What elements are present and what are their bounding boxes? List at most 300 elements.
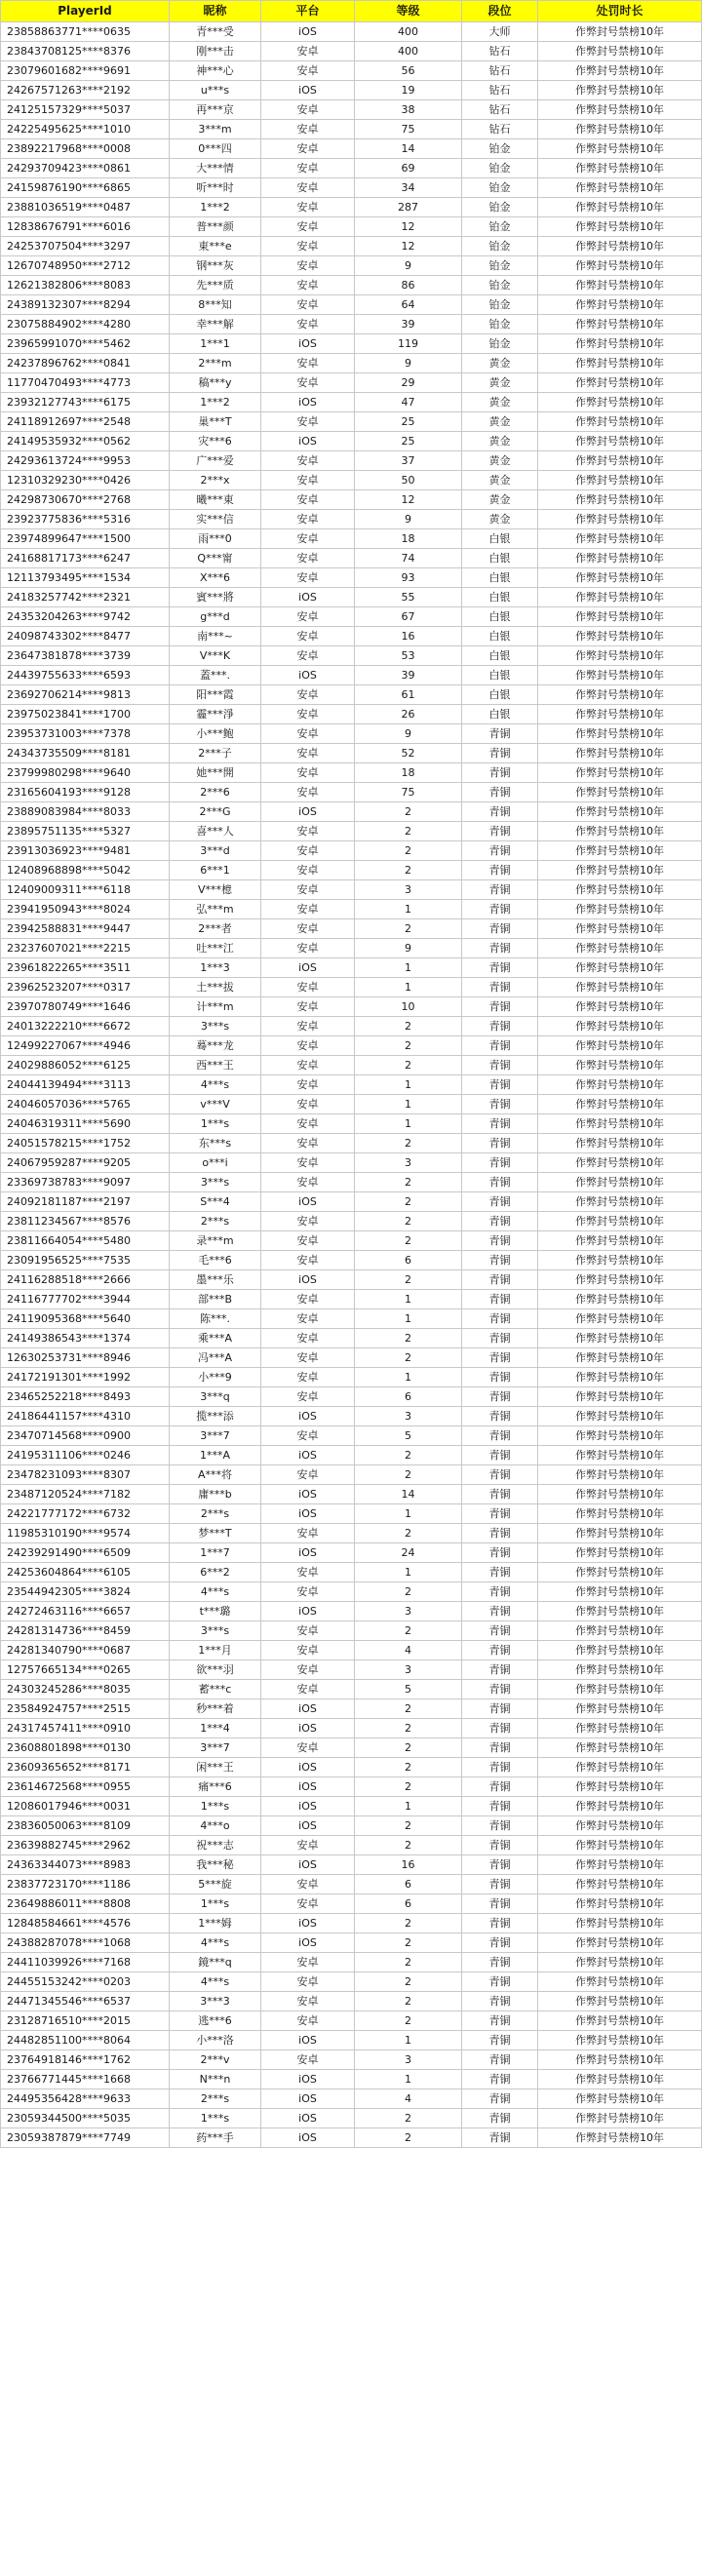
nickname-cell: 1***2 [170, 393, 261, 412]
platform-cell: 安卓 [261, 919, 355, 939]
penalty-cell: 作弊封号禁榜10年 [538, 1543, 702, 1563]
level-cell: 1 [355, 2070, 462, 2089]
rank-cell: 青铜 [462, 1231, 538, 1251]
level-cell: 16 [355, 1855, 462, 1875]
level-cell: 2 [355, 2128, 462, 2148]
player-id-cell: 23975023841****1700 [1, 705, 170, 724]
platform-cell: 安卓 [261, 1368, 355, 1387]
rank-cell: 青铜 [462, 724, 538, 744]
penalty-cell: 作弊封号禁榜10年 [538, 1017, 702, 1036]
nickname-cell: 乘***A [170, 1329, 261, 1348]
platform-cell: 安卓 [261, 685, 355, 705]
rank-cell: 铂金 [462, 217, 538, 237]
nickname-cell: 毛***6 [170, 1251, 261, 1270]
player-id-cell: 23165604193****9128 [1, 783, 170, 802]
nickname-cell: 4***s [170, 1075, 261, 1095]
penalty-cell: 作弊封号禁榜10年 [538, 744, 702, 763]
platform-cell: iOS [261, 1485, 355, 1504]
penalty-cell: 作弊封号禁榜10年 [538, 705, 702, 724]
level-cell: 39 [355, 666, 462, 685]
penalty-cell: 作弊封号禁榜10年 [538, 100, 702, 120]
platform-cell: 安卓 [261, 1953, 355, 1972]
table-row [1, 354, 702, 373]
table-row [1, 334, 702, 354]
col-header-nickname: 昵称 [170, 1, 261, 22]
nickname-cell: 小***鲍 [170, 724, 261, 744]
platform-cell: iOS [261, 1602, 355, 1621]
player-id-cell: 24116777702****3944 [1, 1290, 170, 1309]
level-cell: 12 [355, 490, 462, 510]
platform-cell: 安卓 [261, 120, 355, 139]
rank-cell: 青铜 [462, 1251, 538, 1270]
table-row [1, 1368, 702, 1387]
player-id-cell: 23369738783****9097 [1, 1173, 170, 1192]
nickname-cell: g***d [170, 607, 261, 627]
rank-cell: 青铜 [462, 939, 538, 958]
platform-cell: 安卓 [261, 841, 355, 861]
platform-cell: iOS [261, 1446, 355, 1465]
rank-cell: 白银 [462, 568, 538, 588]
rank-cell: 钻石 [462, 120, 538, 139]
level-cell: 2 [355, 1465, 462, 1485]
rank-cell: 青铜 [462, 861, 538, 880]
nickname-cell: 刚***击 [170, 42, 261, 61]
player-id-cell: 23478231093****8307 [1, 1465, 170, 1485]
rank-cell: 青铜 [462, 822, 538, 841]
level-cell: 52 [355, 744, 462, 763]
level-cell: 2 [355, 1836, 462, 1855]
player-id-cell: 23961822265****3511 [1, 958, 170, 978]
penalty-cell: 作弊封号禁榜10年 [538, 61, 702, 81]
table-row [1, 1699, 702, 1719]
table-row [1, 568, 702, 588]
platform-cell: 安卓 [261, 646, 355, 666]
level-cell: 29 [355, 373, 462, 393]
player-id-cell: 23923775836****5316 [1, 510, 170, 529]
rank-cell: 钻石 [462, 42, 538, 61]
platform-cell: 安卓 [261, 1348, 355, 1368]
penalty-cell: 作弊封号禁榜10年 [538, 1465, 702, 1485]
table-row [1, 42, 702, 61]
table-row [1, 1524, 702, 1543]
nickname-cell: 广***爱 [170, 451, 261, 471]
level-cell: 12 [355, 237, 462, 256]
platform-cell: 安卓 [261, 1621, 355, 1641]
platform-cell: iOS [261, 1543, 355, 1563]
player-id-cell: 23974899647****1500 [1, 529, 170, 549]
penalty-cell: 作弊封号禁榜10年 [538, 685, 702, 705]
platform-cell: 安卓 [261, 1582, 355, 1602]
rank-cell: 青铜 [462, 1446, 538, 1465]
platform-cell: iOS [261, 1758, 355, 1777]
player-id-cell: 23799980298****9640 [1, 763, 170, 783]
level-cell: 6 [355, 1387, 462, 1407]
penalty-cell: 作弊封号禁榜10年 [538, 2031, 702, 2050]
nickname-cell: 2***m [170, 354, 261, 373]
penalty-cell: 作弊封号禁榜10年 [538, 1095, 702, 1114]
penalty-cell: 作弊封号禁榜10年 [538, 1582, 702, 1602]
nickname-cell: 稿***y [170, 373, 261, 393]
player-id-cell: 12310329230****0426 [1, 471, 170, 490]
platform-cell: 安卓 [261, 529, 355, 549]
platform-cell: 安卓 [261, 1251, 355, 1270]
nickname-cell: 墨***乐 [170, 1270, 261, 1290]
table-row [1, 627, 702, 646]
rank-cell: 白银 [462, 627, 538, 646]
rank-cell: 黄金 [462, 471, 538, 490]
level-cell: 3 [355, 1407, 462, 1426]
rank-cell: 白银 [462, 685, 538, 705]
nickname-cell: 3***s [170, 1017, 261, 1036]
level-cell: 1 [355, 958, 462, 978]
level-cell: 2 [355, 1524, 462, 1543]
nickname-cell: 蓄***c [170, 1680, 261, 1699]
penalty-cell: 作弊封号禁榜10年 [538, 451, 702, 471]
level-cell: 9 [355, 256, 462, 276]
level-cell: 2 [355, 1173, 462, 1192]
nickname-cell: 0***四 [170, 139, 261, 159]
player-id-cell: 24149386543****1374 [1, 1329, 170, 1348]
penalty-cell: 作弊封号禁榜10年 [538, 1134, 702, 1153]
table-row [1, 1134, 702, 1153]
table-row [1, 81, 702, 100]
player-id-cell: 23059344500****5035 [1, 2109, 170, 2128]
nickname-cell: 神***心 [170, 61, 261, 81]
player-id-cell: 24221777172****6732 [1, 1504, 170, 1524]
level-cell: 14 [355, 139, 462, 159]
rank-cell: 黄金 [462, 432, 538, 451]
penalty-cell: 作弊封号禁榜10年 [538, 510, 702, 529]
rank-cell: 青铜 [462, 1992, 538, 2011]
nickname-cell: 痛***6 [170, 1777, 261, 1797]
nickname-cell: V***檍 [170, 880, 261, 900]
table-row [1, 880, 702, 900]
nickname-cell: 1***4 [170, 1719, 261, 1738]
penalty-cell: 作弊封号禁榜10年 [538, 1075, 702, 1095]
rank-cell: 白银 [462, 705, 538, 724]
nickname-cell: 1***3 [170, 958, 261, 978]
rank-cell: 青铜 [462, 2050, 538, 2070]
nickname-cell: 6***2 [170, 1563, 261, 1582]
platform-cell: 安卓 [261, 1894, 355, 1914]
rank-cell: 青铜 [462, 1426, 538, 1446]
rank-cell: 青铜 [462, 802, 538, 822]
nickname-cell: 揽***添 [170, 1407, 261, 1426]
level-cell: 2 [355, 1270, 462, 1290]
rank-cell: 青铜 [462, 1504, 538, 1524]
player-id-cell: 24116288518****2666 [1, 1270, 170, 1290]
penalty-cell: 作弊封号禁榜10年 [538, 1426, 702, 1446]
table-row [1, 276, 702, 295]
table-row [1, 1387, 702, 1407]
table-row [1, 412, 702, 432]
table-row [1, 1816, 702, 1836]
player-id-cell: 24343735509****8181 [1, 744, 170, 763]
player-id-cell: 23075884902****4280 [1, 315, 170, 334]
rank-cell: 白银 [462, 607, 538, 627]
penalty-cell: 作弊封号禁榜10年 [538, 861, 702, 880]
level-cell: 19 [355, 81, 462, 100]
level-cell: 26 [355, 705, 462, 724]
table-row [1, 178, 702, 198]
player-id-cell: 12409009311****6118 [1, 880, 170, 900]
nickname-cell: 6***1 [170, 861, 261, 880]
player-id-cell: 24159876190****6865 [1, 178, 170, 198]
table-row [1, 256, 702, 276]
rank-cell: 钻石 [462, 100, 538, 120]
player-id-cell: 24495356428****9633 [1, 2089, 170, 2109]
table-row [1, 783, 702, 802]
player-id-cell: 24317457411****0910 [1, 1719, 170, 1738]
level-cell: 2 [355, 1017, 462, 1036]
level-cell: 3 [355, 880, 462, 900]
player-id-cell: 23649886011****8808 [1, 1894, 170, 1914]
table-row [1, 685, 702, 705]
table-row [1, 588, 702, 607]
penalty-cell: 作弊封号禁榜10年 [538, 958, 702, 978]
penalty-cell: 作弊封号禁榜10年 [538, 588, 702, 607]
player-id-cell: 23965991070****5462 [1, 334, 170, 354]
player-id-cell: 24389132307****8294 [1, 295, 170, 315]
platform-cell: 安卓 [261, 295, 355, 315]
player-id-cell: 23836050063****8109 [1, 1816, 170, 1836]
rank-cell: 青铜 [462, 1777, 538, 1797]
player-id-cell: 24013222210****6672 [1, 1017, 170, 1036]
level-cell: 2 [355, 1719, 462, 1738]
table-row [1, 1036, 702, 1056]
penalty-cell: 作弊封号禁榜10年 [538, 1836, 702, 1855]
level-cell: 18 [355, 529, 462, 549]
nickname-cell: 冯***A [170, 1348, 261, 1368]
level-cell: 1 [355, 1797, 462, 1816]
penalty-cell: 作弊封号禁榜10年 [538, 139, 702, 159]
penalty-cell: 作弊封号禁榜10年 [538, 1953, 702, 1972]
level-cell: 16 [355, 627, 462, 646]
nickname-cell: 青***受 [170, 22, 261, 42]
rank-cell: 黄金 [462, 393, 538, 412]
rank-cell: 白银 [462, 529, 538, 549]
rank-cell: 青铜 [462, 1738, 538, 1758]
penalty-cell: 作弊封号禁榜10年 [538, 256, 702, 276]
rank-cell: 铂金 [462, 159, 538, 178]
platform-cell: 安卓 [261, 471, 355, 490]
level-cell: 75 [355, 783, 462, 802]
table-row [1, 2050, 702, 2070]
penalty-cell: 作弊封号禁榜10年 [538, 1758, 702, 1777]
player-id-cell: 24168817173****6247 [1, 549, 170, 568]
level-cell: 9 [355, 354, 462, 373]
level-cell: 47 [355, 393, 462, 412]
rank-cell: 青铜 [462, 1855, 538, 1875]
platform-cell: 安卓 [261, 861, 355, 880]
col-header-rank: 段位 [462, 1, 538, 22]
player-id-cell: 24388287078****1068 [1, 1933, 170, 1953]
player-id-cell: 12086017946****0031 [1, 1797, 170, 1816]
player-id-cell: 23647381878****3739 [1, 646, 170, 666]
player-id-cell: 24029886052****6125 [1, 1056, 170, 1075]
nickname-cell: 先***质 [170, 276, 261, 295]
rank-cell: 大师 [462, 22, 538, 42]
platform-cell: iOS [261, 1719, 355, 1738]
platform-cell: iOS [261, 1914, 355, 1933]
player-id-cell: 23895751135****5327 [1, 822, 170, 841]
nickname-cell: 1***s [170, 2109, 261, 2128]
rank-cell: 铂金 [462, 139, 538, 159]
penalty-cell: 作弊封号禁榜10年 [538, 1173, 702, 1192]
level-cell: 6 [355, 1894, 462, 1914]
level-cell: 287 [355, 198, 462, 217]
penalty-cell: 作弊封号禁榜10年 [538, 1036, 702, 1056]
nickname-cell: 1***7 [170, 1543, 261, 1563]
nickname-cell: t***璐 [170, 1602, 261, 1621]
level-cell: 9 [355, 724, 462, 744]
penalty-cell: 作弊封号禁榜10年 [538, 237, 702, 256]
penalty-cell: 作弊封号禁榜10年 [538, 841, 702, 861]
penalty-cell: 作弊封号禁榜10年 [538, 1524, 702, 1543]
rank-cell: 黄金 [462, 490, 538, 510]
player-id-cell: 12630253731****8946 [1, 1348, 170, 1368]
player-id-cell: 24149535932****0562 [1, 432, 170, 451]
player-id-cell: 23811664054****5480 [1, 1231, 170, 1251]
platform-cell: 安卓 [261, 705, 355, 724]
platform-cell: iOS [261, 802, 355, 822]
player-id-cell: 24183257742****2321 [1, 588, 170, 607]
platform-cell: 安卓 [261, 100, 355, 120]
level-cell: 3 [355, 1153, 462, 1173]
player-id-cell: 23470714568****0900 [1, 1426, 170, 1446]
platform-cell: 安卓 [261, 490, 355, 510]
platform-cell: 安卓 [261, 1114, 355, 1134]
rank-cell: 青铜 [462, 919, 538, 939]
table-row [1, 1836, 702, 1855]
level-cell: 14 [355, 1485, 462, 1504]
table-row [1, 1153, 702, 1173]
level-cell: 2 [355, 1738, 462, 1758]
player-id-cell: 23059387879****7749 [1, 2128, 170, 2148]
nickname-cell: 賓***將 [170, 588, 261, 607]
level-cell: 67 [355, 607, 462, 627]
level-cell: 1 [355, 2031, 462, 2050]
penalty-cell: 作弊封号禁榜10年 [538, 1641, 702, 1660]
table-row [1, 451, 702, 471]
platform-cell: 安卓 [261, 1095, 355, 1114]
rank-cell: 青铜 [462, 1660, 538, 1680]
player-id-cell: 23079601682****9691 [1, 61, 170, 81]
nickname-cell: 曦***東 [170, 490, 261, 510]
nickname-cell: 2***G [170, 802, 261, 822]
level-cell: 2 [355, 1699, 462, 1719]
nickname-cell: 计***m [170, 997, 261, 1017]
level-cell: 1 [355, 900, 462, 919]
penalty-cell: 作弊封号禁榜10年 [538, 1485, 702, 1504]
rank-cell: 青铜 [462, 1914, 538, 1933]
player-id-cell: 24225495625****1010 [1, 120, 170, 139]
penalty-cell: 作弊封号禁榜10年 [538, 607, 702, 627]
nickname-cell: 2***v [170, 2050, 261, 2070]
rank-cell: 青铜 [462, 1095, 538, 1114]
nickname-cell: 吐***江 [170, 939, 261, 958]
nickname-cell: 钢***灰 [170, 256, 261, 276]
rank-cell: 青铜 [462, 2031, 538, 2050]
level-cell: 119 [355, 334, 462, 354]
table-row [1, 1777, 702, 1797]
level-cell: 5 [355, 1680, 462, 1699]
player-id-cell: 24293613724****9953 [1, 451, 170, 471]
table-row [1, 763, 702, 783]
table-row [1, 529, 702, 549]
platform-cell: 安卓 [261, 1387, 355, 1407]
rank-cell: 青铜 [462, 1563, 538, 1582]
rank-cell: 青铜 [462, 2089, 538, 2109]
level-cell: 2 [355, 1231, 462, 1251]
platform-cell: 安卓 [261, 939, 355, 958]
rank-cell: 青铜 [462, 1075, 538, 1095]
player-id-cell: 23837723170****1186 [1, 1875, 170, 1894]
level-cell: 74 [355, 549, 462, 568]
platform-cell: 安卓 [261, 1836, 355, 1855]
player-id-cell: 11770470493****4773 [1, 373, 170, 393]
level-cell: 400 [355, 22, 462, 42]
rank-cell: 黄金 [462, 354, 538, 373]
level-cell: 86 [355, 276, 462, 295]
penalty-cell: 作弊封号禁榜10年 [538, 1348, 702, 1368]
rank-cell: 青铜 [462, 783, 538, 802]
rank-cell: 青铜 [462, 1368, 538, 1387]
level-cell: 2 [355, 1621, 462, 1641]
nickname-cell: 普***颜 [170, 217, 261, 237]
table-row [1, 1719, 702, 1738]
penalty-cell: 作弊封号禁榜10年 [538, 1972, 702, 1992]
rank-cell: 青铜 [462, 1017, 538, 1036]
player-id-cell: 23892217968****0008 [1, 139, 170, 159]
penalty-cell: 作弊封号禁榜10年 [538, 1368, 702, 1387]
level-cell: 2 [355, 1914, 462, 1933]
table-row [1, 1329, 702, 1348]
rank-cell: 青铜 [462, 1387, 538, 1407]
table-row [1, 1075, 702, 1095]
table-row [1, 1758, 702, 1777]
platform-cell: 安卓 [261, 1173, 355, 1192]
player-id-cell: 24046057036****5765 [1, 1095, 170, 1114]
rank-cell: 青铜 [462, 1114, 538, 1134]
table-row [1, 1173, 702, 1192]
rank-cell: 青铜 [462, 1582, 538, 1602]
penalty-cell: 作弊封号禁榜10年 [538, 1797, 702, 1816]
rank-cell: 钻石 [462, 81, 538, 100]
platform-cell: iOS [261, 334, 355, 354]
penalty-cell: 作弊封号禁榜10年 [538, 1602, 702, 1621]
rank-cell: 白银 [462, 549, 538, 568]
penalty-cell: 作弊封号禁榜10年 [538, 978, 702, 997]
player-id-cell: 24195311106****0246 [1, 1446, 170, 1465]
nickname-cell: 3***q [170, 1387, 261, 1407]
penalty-cell: 作弊封号禁榜10年 [538, 1251, 702, 1270]
penalty-cell: 作弊封号禁榜10年 [538, 217, 702, 237]
nickname-cell: 再***京 [170, 100, 261, 120]
rank-cell: 青铜 [462, 880, 538, 900]
level-cell: 2 [355, 1056, 462, 1075]
rank-cell: 青铜 [462, 1836, 538, 1855]
platform-cell: iOS [261, 666, 355, 685]
platform-cell: 安卓 [261, 1524, 355, 1543]
player-id-cell: 24293709423****0861 [1, 159, 170, 178]
header-row [1, 1, 702, 22]
rank-cell: 青铜 [462, 1329, 538, 1348]
rank-cell: 青铜 [462, 1680, 538, 1699]
rank-cell: 铂金 [462, 198, 538, 217]
nickname-cell: 祝***志 [170, 1836, 261, 1855]
player-id-cell: 24098743302****8477 [1, 627, 170, 646]
